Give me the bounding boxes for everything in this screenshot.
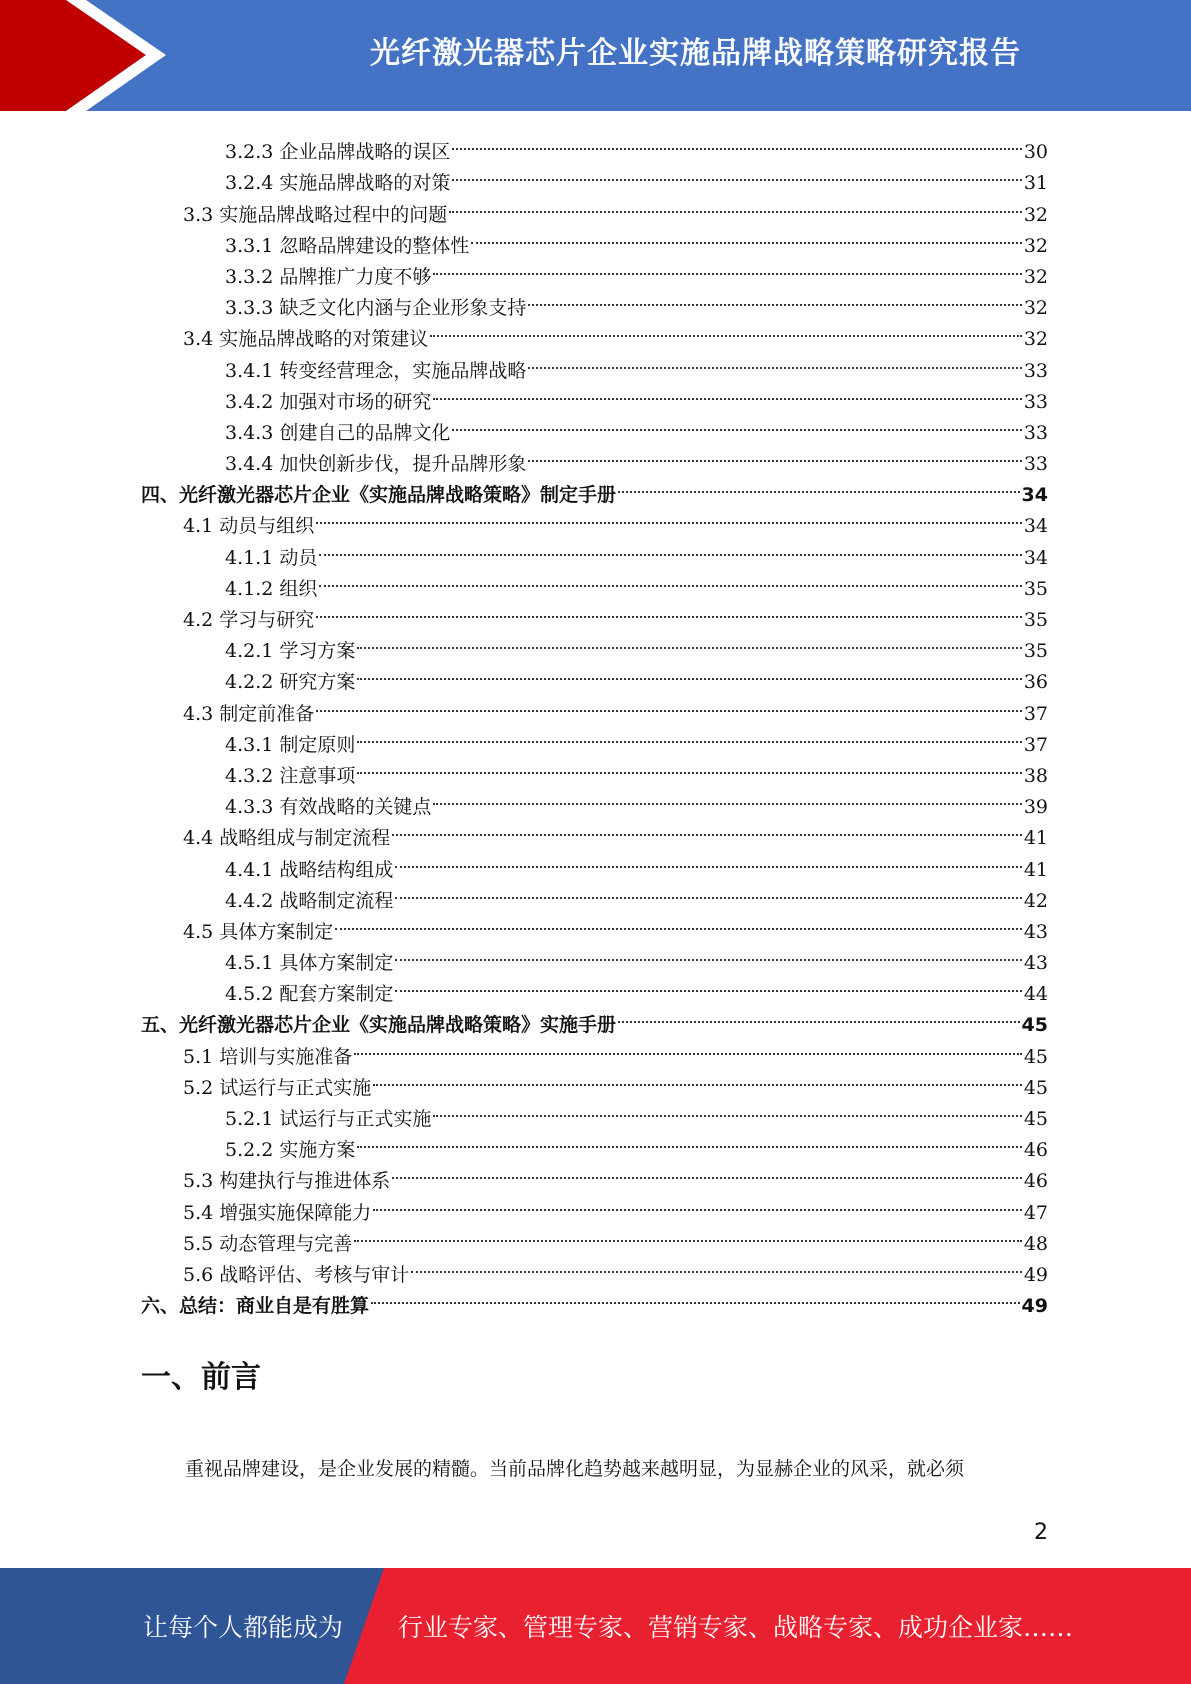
toc-leader-dots [357,626,1021,657]
toc-leader-dots [452,127,1021,158]
toc-entry-page: 37 [1023,702,1048,725]
toc-entry-label: 3.3.1 忽略品牌建设的整体性 [225,234,470,257]
section-heading: 一、前言 [141,1360,261,1395]
toc-leader-dots [433,377,1021,408]
toc-entry-label: 5.2.2 实施方案 [225,1139,356,1162]
toc-entry-page: 45 [1021,1014,1048,1037]
toc-entry[interactable] [141,127,1048,164]
toc-entry-page: 46 [1023,1139,1048,1162]
toc-entry-label: 5.2.1 试运行与正式实施 [225,1108,432,1130]
toc-entry-label: 四、光纤激光器芯片企业《实施品牌战略策略》制定手册 [141,484,617,507]
toc-leader-dots [411,1250,1022,1281]
toc-leader-dots [452,158,1021,189]
toc-entry-page: 48 [1023,1232,1048,1255]
body-paragraph: 重视品牌建设，是企业发展的精髓。当前品牌化趋势越来越明显，为显赫企业的风采，就必须 [185,1458,965,1480]
page-footer [0,1568,1191,1684]
toc-entry-page: 45 [1023,1076,1048,1099]
toc-entry-page: 33 [1023,390,1048,413]
toc-entry-label: 3.3.2 品牌推广力度不够 [225,265,432,288]
toc-leader-dots [373,1063,1022,1094]
toc-entry-label: 3.4.1 转变经营理念，实施品牌战略 [225,359,527,382]
toc-entry-label: 4.4 战略组成与制定流程 [183,827,391,850]
toc-entry-page: 41 [1023,827,1048,850]
toc-leader-dots [528,439,1021,470]
toc-entry-page: 32 [1023,297,1048,320]
toc-entry-label: 4.1.2 组织 [225,577,318,600]
toc-leader-dots [354,1219,1022,1250]
toc-leader-dots [354,1031,1022,1062]
toc-entry-page: 45 [1023,1045,1048,1068]
footer-slogan-right: 行业专家、管理专家、营销专家、战略专家、成功企业家…… [398,1613,1074,1642]
page-header [0,0,1191,111]
toc-entry-page: 35 [1023,577,1048,600]
toc-entry-page: 38 [1023,764,1048,787]
toc-leader-dots [319,564,1021,595]
toc-entry-page: 32 [1023,203,1048,226]
toc-leader-dots [395,844,1021,875]
toc-leader-dots [433,252,1021,283]
toc-entry-page: 34 [1021,484,1048,507]
toc-entry-page: 33 [1023,453,1048,476]
toc-leader-dots [395,969,1021,1000]
toc-entry-page: 44 [1023,983,1048,1006]
toc-leader-dots [449,189,1022,220]
toc-entry-label: 5.4 增强实施保障能力 [183,1201,372,1224]
toc-entry-page: 32 [1023,328,1048,351]
page-number: 2 [1034,1520,1048,1545]
toc-entry-page: 43 [1023,952,1048,975]
toc-leader-dots [528,283,1021,314]
toc-leader-dots [471,221,1021,252]
toc-leader-dots [433,1094,1021,1125]
toc-entry-label: 4.4.2 战略制定流程 [225,889,394,912]
toc-entry-label: 五、光纤激光器芯片企业《实施品牌战略策略》实施手册 [141,1014,617,1037]
toc-entry-page: 33 [1023,359,1048,382]
toc-leader-dots [371,1281,1020,1312]
toc-entry-label: 5.2 试运行与正式实施 [183,1076,372,1099]
toc-entry-label: 5.1 培训与实施准备 [183,1045,353,1068]
toc-entry-page: 37 [1023,733,1048,756]
toc-leader-dots [430,314,1022,345]
toc-entry-label: 5.6 战略评估、考核与审计 [183,1263,410,1286]
toc-entry-label: 4.1 动员与组织 [183,515,315,538]
toc-entry-page: 39 [1023,796,1048,819]
toc-entry-label: 4.5.1 具体方案制定 [225,952,394,975]
toc-entry-label: 4.3.3 有效战略的关键点 [225,796,432,819]
toc-entry-page: 49 [1023,1263,1048,1286]
toc-entry-label: 4.2.1 学习方案 [225,640,356,663]
toc-entry-page: 36 [1023,671,1048,694]
toc-leader-dots [395,876,1021,907]
toc-entry-page: 33 [1023,421,1048,444]
toc-entry-label: 3.3.3 缺乏文化内涵与企业形象支持 [225,297,527,320]
toc-entry-label: 4.4.1 战略结构组成 [225,858,394,881]
toc-leader-dots [316,501,1022,532]
toc-entry-page: 41 [1023,858,1048,881]
toc-entry-page: 45 [1023,1108,1048,1130]
toc-entry-label: 六、总结：商业自是有胜算 [141,1295,370,1318]
toc-entry-label: 3.2.3 企业品牌战略的误区 [225,141,451,164]
toc-entry-label: 3.4.2 加强对市场的研究 [225,390,432,413]
toc-entry-label: 4.3.2 注意事项 [225,764,356,787]
toc-leader-dots [335,907,1022,938]
toc-leader-dots [392,813,1022,844]
toc-entry-page: 43 [1023,920,1048,943]
toc-leader-dots [357,751,1021,782]
toc-leader-dots [618,1000,1020,1031]
toc-entry-label: 3.2.4 实施品牌战略的对策 [225,172,451,195]
toc-leader-dots [528,345,1021,376]
toc-leader-dots [357,720,1021,751]
toc-entry-page: 32 [1023,265,1048,288]
toc-entry-label: 4.2.2 研究方案 [225,671,356,694]
toc-entry-page: 34 [1023,515,1048,538]
toc-entry-label: 5.5 动态管理与完善 [183,1232,353,1255]
toc-entry-label: 4.2 学习与研究 [183,609,315,631]
toc-entry-label: 3.4 实施品牌战略的对策建议 [183,328,429,351]
toc-entry-label: 4.3.1 制定原则 [225,733,356,756]
toc-entry-page: 47 [1023,1201,1048,1224]
toc-leader-dots [433,782,1021,813]
footer-slogan-left: 让每个人都能成为 [143,1613,344,1642]
toc-entry-label: 4.5 具体方案制定 [183,920,334,943]
report-title: 光纤激光器芯片企业实施品牌战略策略研究报告 [370,36,1021,71]
toc-leader-dots [452,408,1021,439]
toc-entry-label: 5.3 构建执行与推进体系 [183,1170,391,1193]
table-of-contents [141,127,1048,1318]
toc-entry-page: 30 [1023,141,1048,164]
toc-leader-dots [392,1156,1022,1187]
toc-entry-page: 42 [1023,889,1048,912]
toc-leader-dots [319,532,1021,563]
toc-entry-label: 4.3 制定前准备 [183,702,315,725]
toc-leader-dots [373,1187,1022,1218]
toc-leader-dots [316,595,1022,626]
toc-entry-label: 4.1.1 动员 [225,546,318,569]
toc-entry-label: 3.4.3 创建自己的品牌文化 [225,421,451,444]
toc-leader-dots [357,1125,1021,1156]
toc-leader-dots [618,470,1020,501]
toc-entry-page: 32 [1023,234,1048,257]
toc-entry-label: 4.5.2 配套方案制定 [225,983,394,1006]
toc-leader-dots [357,657,1021,688]
toc-entry-page: 49 [1021,1295,1048,1318]
toc-entry-page: 46 [1023,1170,1048,1193]
toc-entry-page: 31 [1023,172,1048,195]
toc-entry-page: 35 [1023,640,1048,663]
toc-leader-dots [316,688,1022,719]
toc-entry-label: 3.4.4 加快创新步伐，提升品牌形象 [225,453,527,476]
toc-entry-page: 34 [1023,546,1048,569]
toc-leader-dots [395,938,1021,969]
toc-entry-page: 35 [1023,609,1048,631]
toc-entry-label: 3.3 实施品牌战略过程中的问题 [183,203,448,226]
